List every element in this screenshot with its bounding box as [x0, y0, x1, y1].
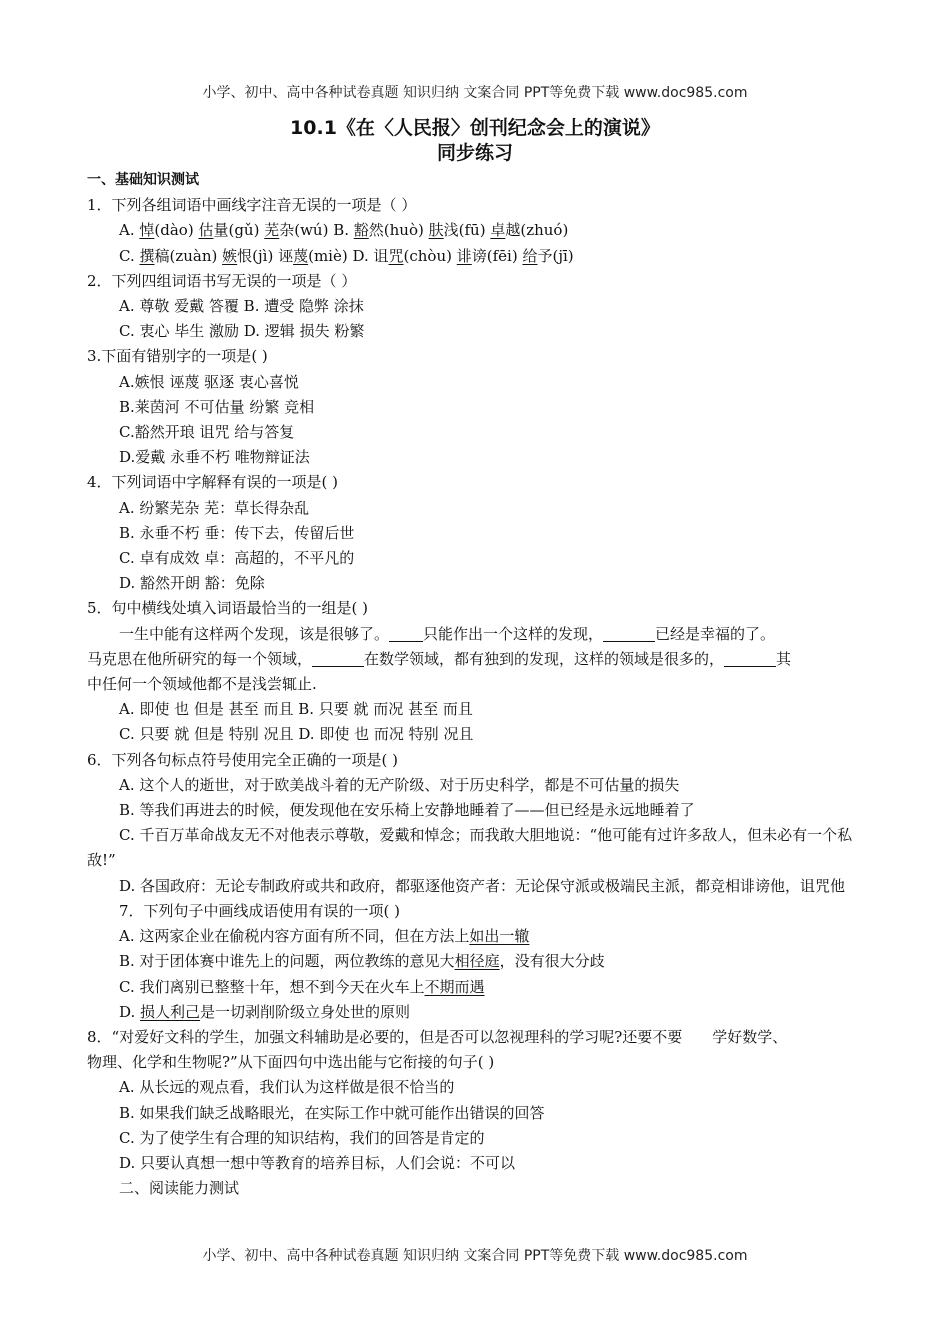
question-8-stem-line-2: 物理、化学和生物呢?”从下面四句中选出能与它衔接的句子( ): [87, 1053, 495, 1072]
exercise-content: [87, 168, 867, 1201]
question-7-stem: 7．下列句子中画线成语使用有误的一项( ): [119, 901, 401, 920]
question-2-options-cd: C. 衷心 毕生 激励 D. 逻辑 损失 粉繁: [119, 322, 365, 341]
question-4-stem: 4．下列词语中字解释有误的一项是( ): [87, 473, 339, 492]
passage-text: 只能作出一个这样的发现，: [423, 624, 604, 643]
option-prefix: A.: [119, 221, 140, 240]
question-8-option-d: D. 只要认真想一想中等教育的培养目标，人们会说：不可以: [119, 1153, 516, 1172]
pinyin-text: 越(zhuó): [505, 221, 569, 240]
stem-text: 8．“对爱好文科的学生，加强文科辅助是必要的，但是否可以忽视理科的学习呢?还要不要: [87, 1027, 683, 1046]
page-subtitle: 同步练习: [436, 142, 513, 164]
pinyin-text: 然(huò): [368, 221, 429, 240]
underlined-char: 诽: [456, 246, 472, 265]
pinyin-text: 量(gǔ): [213, 221, 265, 240]
question-2-stem: 2．下列四组词语书写无误的一项是（ ）: [87, 271, 357, 290]
underlined-char: 咒: [388, 246, 404, 265]
underlined-char: 嫉: [222, 246, 238, 265]
question-3-stem: 3.下面有错别字的一项是( ): [87, 347, 268, 366]
fill-blank: [389, 625, 423, 642]
question-3-option-b: B.莱茵河 不可估量 纷繁 竞相: [119, 397, 315, 416]
underlined-char: 给: [522, 246, 538, 265]
question-4-option-b: B. 永垂不朽 垂：传下去，传留后世: [119, 523, 355, 542]
question-1-stem: 1．下列各组词语中画线字注音无误的一项是（ ）: [87, 196, 417, 215]
pinyin-text: (dào): [154, 221, 199, 240]
question-5-passage-line-1: [87, 622, 867, 647]
pinyin-text: 浅(fū): [443, 221, 491, 240]
option-text: B. 对于团体赛中谁先上的问题，两位教练的意见大: [119, 952, 455, 971]
question-8-stem-line-1: [87, 1025, 867, 1050]
page-header: 小学、初中、高中各种试卷真题 知识归纳 文案合同 PPT等免费下载 www.doc985.com: [202, 85, 748, 101]
section-heading-2: 二、阅读能力测试: [119, 1179, 240, 1198]
option-prefix: D.: [119, 1002, 141, 1021]
question-6-option-a: A. 这个人的逝世，对于欧美战斗着的无产阶级、对于历史科学，都是不可估量的损失: [119, 775, 680, 794]
question-7-option-b: [87, 949, 867, 974]
question-4-option-d: D. 豁然开朗 豁：免除: [119, 574, 265, 593]
underlined-idiom: 相径庭: [454, 952, 500, 971]
question-5-passage-line-2: [87, 647, 867, 672]
pinyin-text: 稿(zuàn): [154, 246, 223, 265]
question-3-option-a: A.嫉恨 诬蔑 驱逐 衷心喜悦: [119, 372, 299, 391]
underlined-char: 估: [198, 221, 214, 240]
option-text: C. 我们离别已整整十年，想不到今天在火车上: [119, 977, 425, 996]
option-prefix: C.: [119, 246, 140, 265]
question-5-options-cd: C. 只要 就 但是 特别 况且 D. 即使 也 而况 特别 况且: [119, 725, 474, 744]
question-7-option-a: [87, 924, 867, 949]
underlined-char: 肤: [428, 221, 444, 240]
underlined-char: 撰: [139, 246, 155, 265]
question-8-option-a: A. 从长远的观点看，我们认为这样做是很不恰当的: [119, 1078, 455, 1097]
page-title: 10.1《在〈人民报〉创刊纪念会上的演说》: [290, 117, 660, 139]
question-5-passage-line-3: 中任何一个领域他都不是浅尝辄止.: [87, 675, 317, 694]
pinyin-text: 恨(jì) 诬: [237, 246, 294, 265]
question-4-option-c: C. 卓有成效 卓：高超的，不平凡的: [119, 549, 355, 568]
question-7-option-c: [87, 975, 867, 1000]
question-3-option-d: D.爱戴 永垂不朽 唯物辩证法: [119, 448, 310, 467]
question-5-options-ab: A. 即使 也 但是 甚至 而且 B. 只要 就 而况 甚至 而且: [119, 700, 473, 719]
option-text: A. 这两家企业在偷税内容方面有所不同，但在方法上: [119, 927, 470, 946]
question-6-option-d: D. 各国政府：无论专制政府或共和政府，都驱逐他资产者：无论保守派或极端民主派，都竞相诽谤他，诅咒他: [119, 876, 846, 895]
passage-text: 其: [776, 649, 792, 668]
option-text: 是一切剥削阶级立身处世的原则: [200, 1002, 411, 1021]
question-8-option-b: B. 如果我们缺乏战略眼光，在实际工作中就可能作出错误的回答: [119, 1103, 545, 1122]
passage-text: 在数学领域，都有独到的发现，这样的领域是很多的，: [364, 649, 725, 668]
underlined-char: 芜: [264, 221, 280, 240]
underlined-char: 卓: [490, 221, 506, 240]
question-6-stem: 6．下列各句标点符号使用完全正确的一项是( ): [87, 750, 399, 769]
underlined-char: 豁: [353, 221, 369, 240]
question-3-option-c: C.豁然开琅 诅咒 给与答复: [119, 423, 295, 442]
question-1-options-cd: [87, 244, 867, 269]
passage-text: 已经是幸福的了。: [655, 624, 776, 643]
question-4-option-a: A. 纷繁芜杂 芜：草长得杂乱: [119, 498, 310, 517]
question-6-option-b: B. 等我们再进去的时候，便发现他在安乐椅上安静地睡着了——但已经是永远地睡着了: [119, 801, 695, 820]
question-8-option-c: C. 为了使学生有合理的知识结构，我们的回答是肯定的: [119, 1128, 485, 1147]
passage-text: 马克思在他所研究的每一个领域，: [87, 649, 313, 668]
pinyin-text: (chòu): [403, 246, 457, 265]
question-2-options-ab: A. 尊敬 爱戴 答覆 B. 遭受 隐弊 涂抹: [119, 297, 364, 316]
passage-text: 一生中能有这样两个发现，该是很够了。: [119, 624, 390, 643]
underlined-char: 悼: [139, 221, 155, 240]
option-text: ，没有很大分歧: [499, 952, 605, 971]
underlined-idiom: 不期而遇: [424, 977, 485, 996]
pinyin-text: 谤(fēi): [471, 246, 523, 265]
underlined-idiom: 损人利己: [140, 1002, 201, 1021]
question-7-option-d: [87, 1000, 867, 1025]
section-heading: 一、基础知识测试: [87, 172, 199, 188]
question-6-option-c: C. 千百万革命战友无不对他表示尊敬，爱戴和悼念；而我敢大胆地说：“他可能有过许多敌人，但未必有一个私敌!”: [87, 826, 853, 870]
question-1-options-ab: [87, 218, 867, 243]
pinyin-text: 予(jī): [537, 246, 574, 265]
stem-text: 学好数学、: [712, 1027, 788, 1046]
fill-blank: [312, 650, 364, 667]
underlined-idiom: 如出一辙: [469, 927, 530, 946]
pinyin-text: (miè) D. 诅: [308, 246, 389, 265]
page-footer: 小学、初中、高中各种试卷真题 知识归纳 文案合同 PPT等免费下载 www.doc985.com: [202, 1248, 748, 1264]
pinyin-text: 杂(wú) B.: [279, 221, 354, 240]
underlined-char: 蔑: [293, 246, 309, 265]
fill-blank: [724, 650, 776, 667]
question-5-stem: 5．句中横线处填入词语最恰当的一组是( ): [87, 599, 369, 618]
fill-blank: [603, 625, 655, 642]
